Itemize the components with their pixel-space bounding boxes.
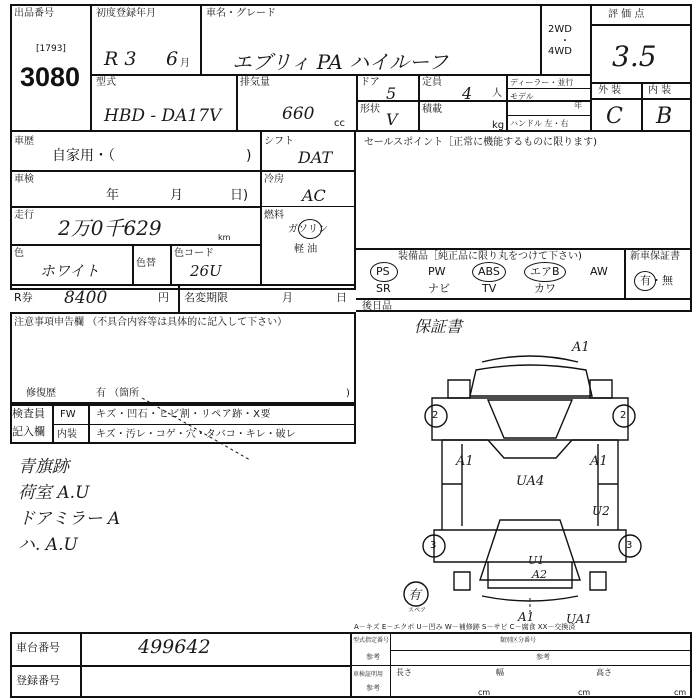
history-close: ) [246,148,252,164]
repair-label: 修復歴 [26,388,56,399]
mark-right-rear: U2 [592,504,610,518]
inspection-label: 車検 [14,174,34,185]
interior-label: 内 装 [648,85,672,96]
displacement-unit: cc [334,118,345,129]
fw-items: キズ・凹石・ヒビ割・リペア跡・X要 [96,409,271,420]
remark-3: ドアミラー A [18,509,121,529]
mark-front: A1 [572,340,590,355]
mark-tire-rr: 3 [626,540,633,551]
width-label: 幅 [496,668,504,677]
equip-airbag: エアB [530,265,560,278]
recycle-value: 8400 [64,288,108,308]
load-label: 積載 [422,104,442,115]
exterior-label: 外 装 [598,85,622,96]
warranty-options: 有・無 [640,274,673,287]
equipment-label: 装備品［純正品に限り丸をつけて下さい) [398,251,582,262]
model-ref-label: 型式指定番号 [353,637,390,644]
mark-rear-u1: U1 [528,554,545,567]
fuel-diesel: 軽 油 [294,244,318,255]
length-label: 長さ [396,668,412,677]
equip-leather: カワ [534,282,556,295]
equip-tv: TV [482,282,497,295]
remark-2: 荷室 A.U [18,483,90,503]
cert-label: 車検証明用 [353,671,384,678]
capacity-unit: 人 [492,88,502,99]
grade-score: 3.5 [612,40,657,73]
equip-sr: SR [376,282,391,295]
sales-point-label: セールスポイント［正常に機能するものに限ります) [364,137,598,148]
model-year-unit: 年 [574,101,582,110]
class-ref-note: 参考 [536,653,550,661]
drive-4wd: 4WD [548,46,572,57]
chassis-value: 499642 [138,636,211,658]
mark-tire-rl: 3 [430,540,437,551]
mileage-label: 走行 [14,210,34,221]
car-name-value: エブリィ PA ハイルーフ [232,50,449,74]
cert-note: 参考 [366,684,380,692]
shape-value: V [386,110,398,129]
spare-label: スペア [408,607,427,614]
aircon-label: 冷房 [264,174,284,185]
registration-label: 初度登録年月 [96,8,156,19]
registration-month: 6 [166,48,179,70]
capacity-label: 定員 [422,77,442,88]
name-change-label: 名変期限 [184,291,228,304]
mileage-value: 2万0千629 [58,216,162,240]
after-input-label: 後日品 [362,301,392,312]
inspection-year: 年 [106,188,120,203]
shift-value: DAT [298,148,333,167]
car-name-label: 車名・グレード [206,8,276,19]
repair-close: ) [346,388,350,399]
after-input-value: 保証書 [414,317,463,336]
equip-aw: AW [590,265,608,278]
warranty-label: 新車保証書 [630,251,680,262]
equip-abs: ABS [478,265,500,278]
lot-code: [1793] [36,44,66,54]
mark-right-side: A1 [590,454,608,469]
steering-label: ハンドル 左・右 [510,119,569,128]
drive-dot: ・ [560,36,570,47]
equip-ps: PS [376,265,390,278]
lot-number: 3080 [20,62,81,92]
width-unit: cm [578,688,591,697]
history-value: 自家用・（ [52,148,115,164]
spare-mark: 有 [408,588,422,603]
model-value: HBD - DA17V [104,106,222,126]
damage-legend: A－キズ E－エクボ U－凹み W－補修跡 S－サビ C－腐食 XX－交換済 [354,623,576,631]
doors-value: 5 [386,84,397,103]
exterior-grade: C [606,104,623,129]
fuel-label: 燃料 [264,210,284,221]
model-label: 型式 [96,77,116,88]
remark-1: 青旗跡 [18,457,69,477]
fuel-gasoline: ガソリン [288,224,328,235]
interior-check-label: 内装 [57,429,77,440]
inspection-day: 日) [230,188,249,203]
recycle-unit: 円 [158,291,169,304]
mileage-unit: km [218,233,231,242]
height-unit: cm [674,688,687,697]
equip-navi: ナビ [428,282,450,295]
plate-label: 登録番号 [16,674,60,687]
chassis-label: 車台番号 [16,641,60,654]
grade-label: 評 価 点 [608,9,645,20]
mark-tire-fl: 2 [432,410,439,421]
mark-rear-a2: A2 [532,568,547,581]
load-unit: kg [492,120,505,131]
registration-year: R 3 [104,48,137,70]
recycle-label: R券 [14,291,33,304]
mark-roof: UA4 [516,474,545,489]
inspector-label-1: 検査員 [12,407,45,420]
inspector-label-2: 記入欄 [12,425,45,438]
doors-label: ドア [360,77,380,88]
aircon-value: AC [302,186,326,205]
drive-2wd: 2WD [548,24,572,35]
color-code: 26U [190,262,222,280]
interior-grade: B [656,104,673,129]
fw-label: FW [60,409,76,420]
model-year-label: モデル [510,92,534,101]
displacement-value: 660 [282,104,315,124]
height-label: 高さ [596,668,612,677]
shape-label: 形状 [360,104,380,115]
mark-bumper-a1: A1 [518,610,535,624]
mark-left-side: A1 [456,454,474,469]
displacement-label: 排気量 [240,77,270,88]
registration-month-unit: 月 [180,58,190,69]
color-label: 色 [14,248,24,259]
model-ref-note: 参考 [366,653,380,661]
lot-label: 出品番号 [14,8,54,19]
color-value: ホワイト [40,262,100,280]
length-unit: cm [478,688,491,697]
dealer-label: ディーラー・並行 [510,78,574,87]
inspection-month: 月 [170,188,184,203]
capacity-value: 4 [462,84,473,103]
name-change-day: 日 [336,291,347,304]
history-label: 車歴 [14,136,34,147]
remark-4: ハ. A.U [18,535,78,555]
repair-value: 有 （箇所 [96,388,140,399]
notes-label: 注意事項申告欄 （不具合内容等は具体的に記入して下さい） [14,317,288,328]
color-change-label: 色替 [136,258,156,269]
shift-label: シフト [264,136,294,147]
equip-pw: PW [428,265,446,278]
mark-tire-fr: 2 [620,410,627,421]
name-change-month: 月 [282,291,293,304]
interior-check-items: キズ・汚レ・コゲ・穴・タバコ・キレ・破レ [96,429,296,440]
mark-bumper-ua1: UA1 [566,612,593,626]
class-ref-label: 類別区分番号 [500,637,537,644]
color-code-label: 色コード [174,248,214,259]
